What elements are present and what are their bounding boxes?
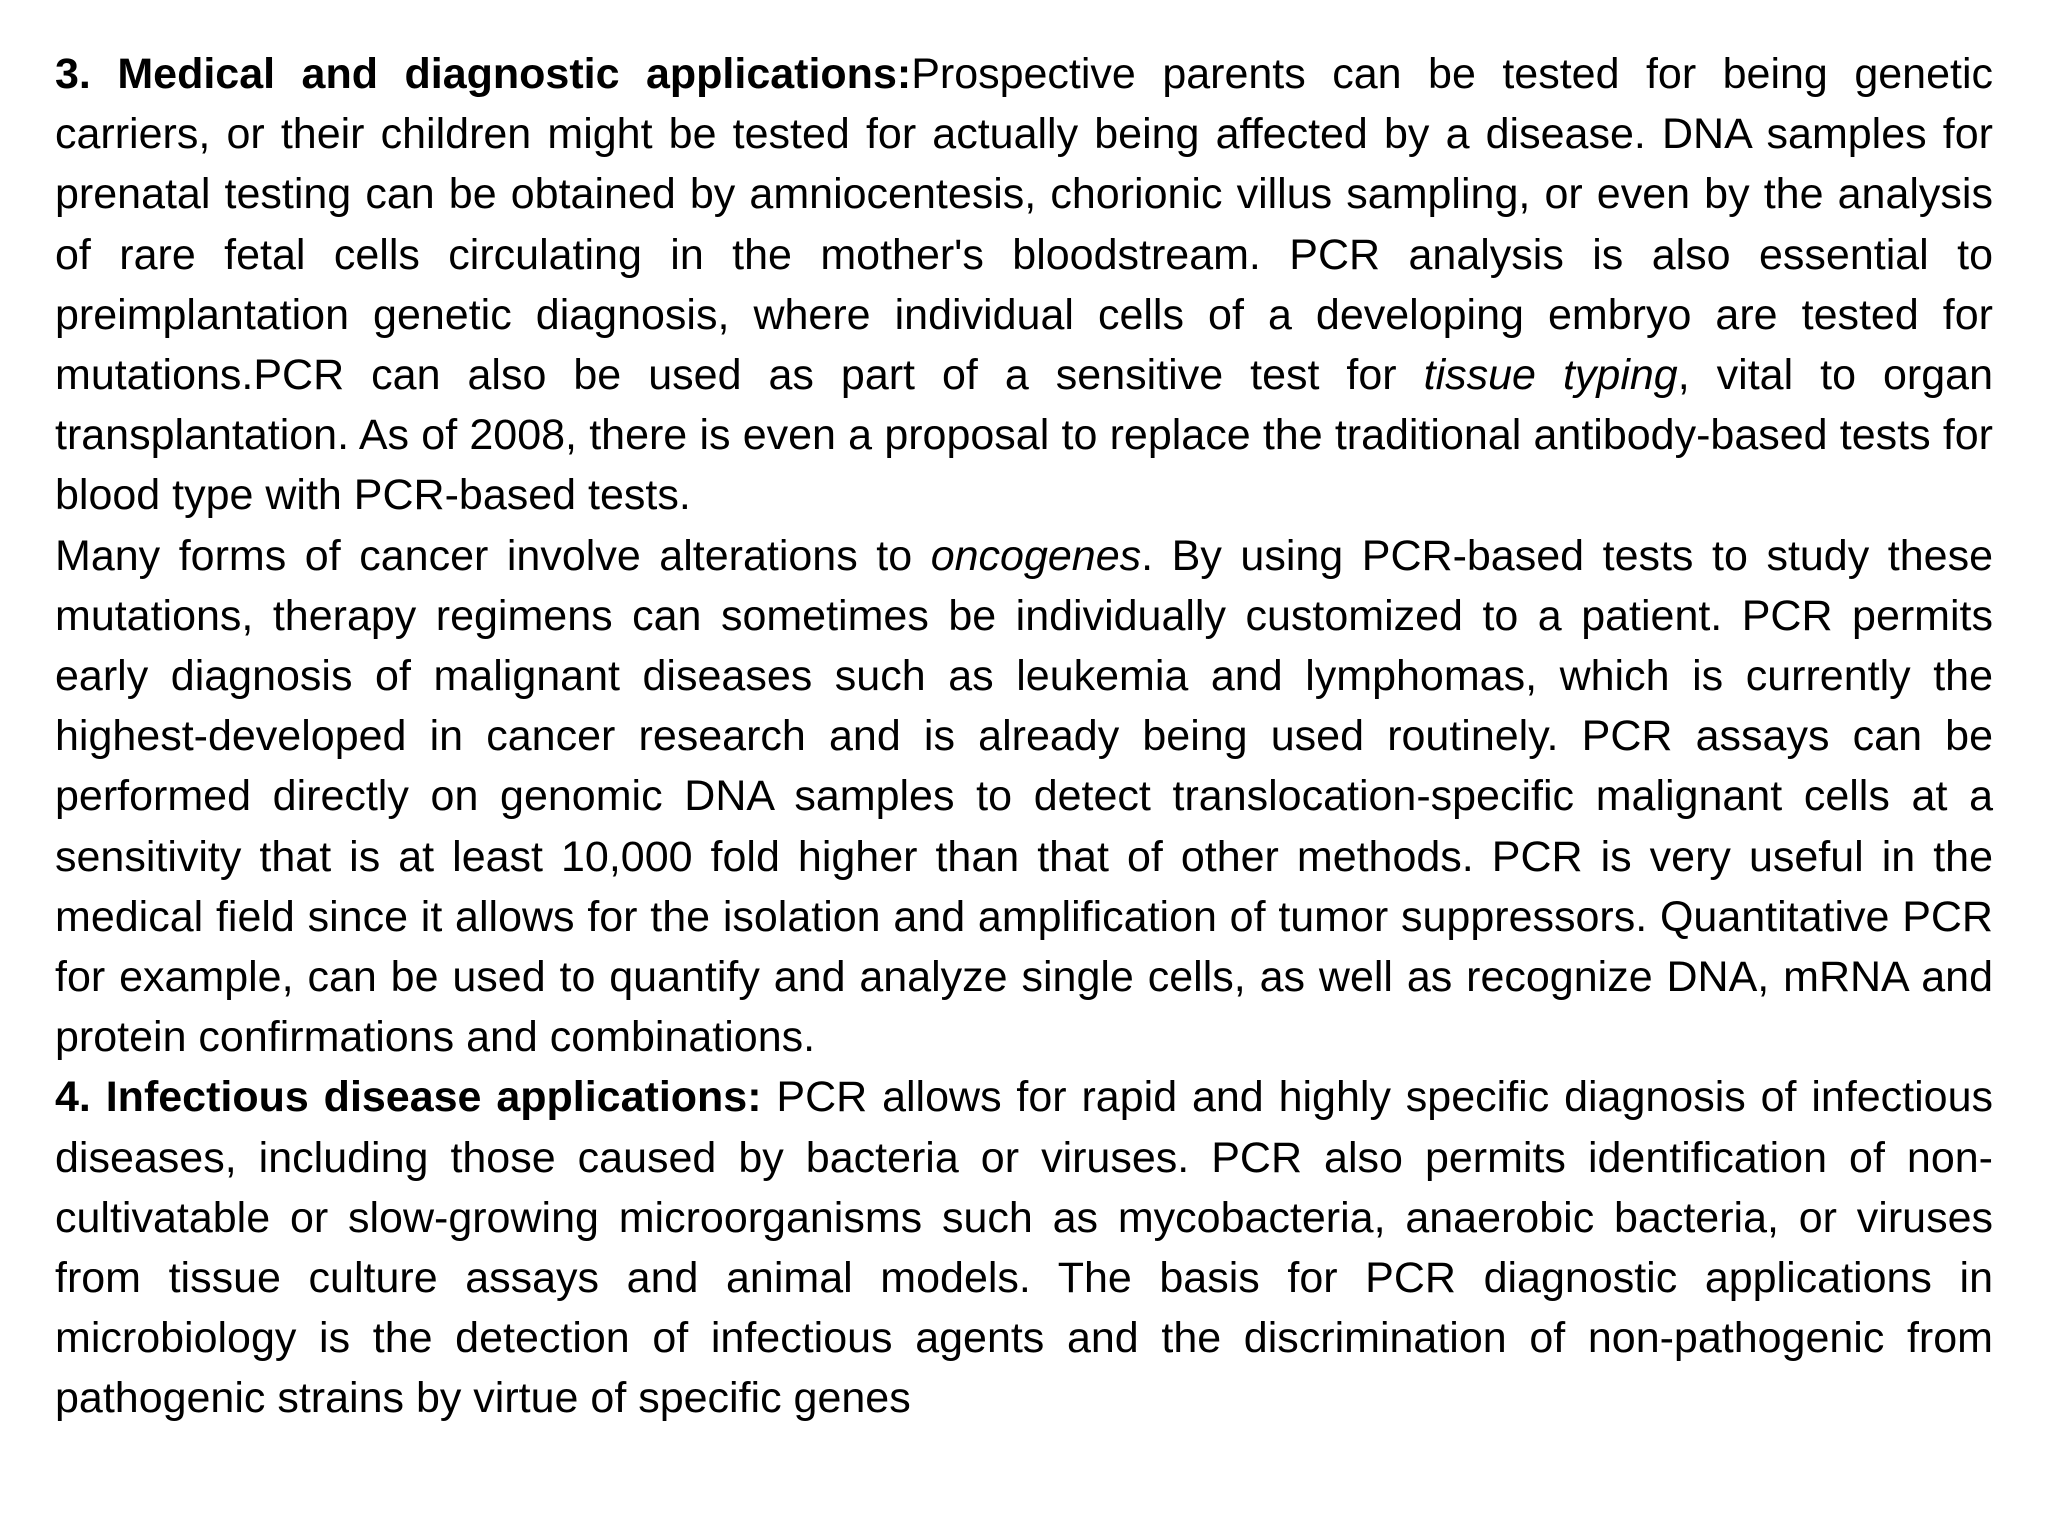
section-3-heading: 3. Medical and diagnostic applications: [55,50,912,98]
cancer-paragraph [55,526,1993,1068]
cancer-text-part-2: . By using PCR-based tests to study these mutations, therapy regimens can sometimes be individually customized to a patient. PCR permits early diagnosis of malignant diseases such as leukemia and lymphomas, which is currently the highest-developed in cancer research and is already being used routinely. PCR assays can be performed directly on genomic DNA samples to detect translocation-specific malignant cells at a sensitivity that is at least 10,000 fold higher than that of other methods. PCR is very useful in the medical field since it allows for the isolation and amplification of tumor suppressors. Quantitative PCR for example, can be used to quantify and analyze single cells, as well as recognize DNA, mRNA and protein confirmations and combinations. [55,531,1993,1062]
tissue-typing-term: tissue typing [1423,351,1678,400]
medical-applications-text-part-1: Prospective parents can be tested for being genetic carriers, or their children might be tested for actually being affected by a disease. DNA samples for prenatal testing can be obtained by amniocentesis, chorionic villus sampling, or even by the analysis of rare fetal cells circulating in the mother's bloodstream. PCR analysis is also essential to preimplantation genetic diagnosis, where individual cells of a developing embryo are tested for mutations.PCR can also be used as part of a sensitive test for [55,50,1993,400]
medical-applications-paragraph [55,44,1993,526]
oncogenes-term: oncogenes [930,531,1142,580]
medical-applications-text-part-2: , vital to organ transplantation. As of 2008, there is even a proposal to replace the traditional antibody-based tests for blood type with PCR-based tests. [55,351,1993,520]
infectious-disease-paragraph [55,1067,1993,1428]
infectious-disease-text: PCR allows for rapid and highly specific diagnosis of infectious diseases, including those caused by bacteria or viruses. PCR also permits identification of non-cultivatable or slow-growing microorganisms such as mycobacteria, anaerobic bacteria, or viruses from tissue culture assays and animal models. The basis for PCR diagnostic applications in microbiology is the detection of infectious agents and the discrimination of non-pathogenic from pathogenic strains by virtue of specific genes [55,1073,1994,1423]
cancer-text-part-1: Many forms of cancer involve alterations to [55,531,931,580]
slide-text-body [55,44,1993,1429]
section-4-heading: 4. Infectious disease applications: [55,1073,762,1122]
